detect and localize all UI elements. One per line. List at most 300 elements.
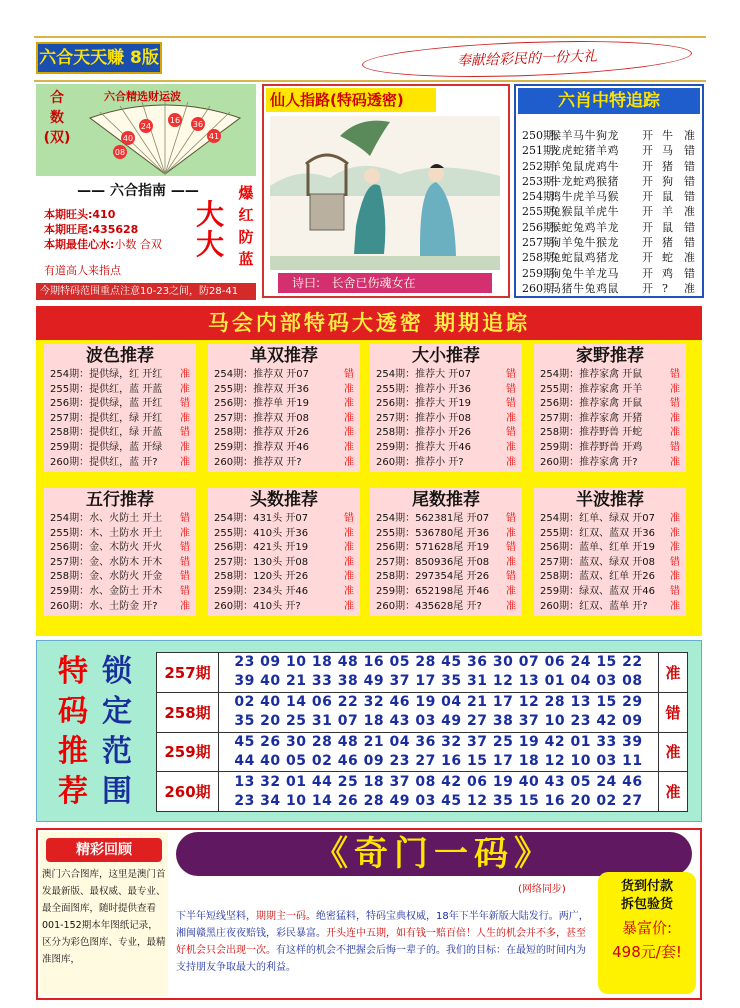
card-row-status: 错: [670, 398, 680, 410]
header-slogan: 奉献给彩民的一份大礼: [362, 36, 693, 81]
poem-label: 诗曰:: [292, 276, 321, 290]
zodiac-judge: 错: [684, 190, 695, 204]
card-row: [540, 600, 686, 615]
card-row-text: 254期：水、火防土 开土: [50, 513, 163, 524]
card-row-text: 258期：120头 开26: [214, 571, 309, 583]
zodiac-judge: 错: [684, 266, 695, 280]
zodiac-zodiac: 鸡牛虎羊马猴: [550, 190, 619, 204]
card-row-status: 准: [344, 441, 354, 453]
card-row: [50, 527, 196, 542]
card-row-text: 256期：推荐家禽 开鼠: [540, 398, 643, 410]
card-row-status: 错: [180, 542, 190, 554]
card-row-status: 错: [506, 369, 516, 380]
zodiac-row: [522, 250, 702, 265]
guide-line: 本期旺头:410: [44, 208, 116, 221]
card-row-status: 准: [506, 527, 516, 539]
card-row-status: 准: [180, 527, 190, 539]
poem-bar: [278, 273, 492, 293]
section-banner: 马会内部特码大透密 期期追踪: [36, 306, 702, 340]
card-row-text: 257期：推荐双 开08: [214, 412, 309, 424]
card-row-status: 错: [670, 369, 680, 380]
card-row-text: 260期：推荐双 开?: [214, 456, 302, 468]
card-row-status: 错: [180, 513, 190, 524]
card-row-text: 258期：推荐野兽 开蛇: [540, 427, 643, 439]
card-row-text: 258期：蓝双、红单 开26: [540, 571, 655, 583]
card-row-status: 错: [670, 585, 680, 597]
card-row-status: 错: [344, 369, 354, 380]
card-row-text: 254期：431头 开07: [214, 513, 309, 524]
card-row-text: 256期：蓝单、红单 开19: [540, 542, 655, 554]
card-row-text: 256期：提供绿，蓝 开红: [50, 398, 163, 410]
zodiac-period: 258期:: [522, 251, 558, 265]
card-row: [376, 426, 522, 441]
card-row-status: 准: [670, 383, 680, 395]
card-row-status: 错: [670, 556, 680, 568]
card-row-status: 错: [506, 383, 516, 395]
card-row-status: 准: [506, 585, 516, 597]
card-row-status: 准: [180, 456, 190, 468]
zodiac-kai: 开: [642, 205, 653, 219]
zodiac-period: 260期:: [522, 281, 558, 295]
card-row-status: 准: [344, 456, 354, 468]
card-row-text: 257期：推荐小 开08: [376, 412, 471, 424]
card-row: [50, 600, 196, 615]
zodiac-zodiac: 狗兔牛羊龙马: [550, 266, 619, 280]
six-zodiac-list: [522, 128, 702, 296]
card-row: [376, 600, 522, 615]
zodiac-result: ?: [662, 281, 668, 295]
card-row-text: 255期：推荐双 开36: [214, 383, 309, 395]
card-row-text: 255期：红双、蓝双 开36: [540, 527, 655, 539]
zodiac-period: 254期:: [522, 190, 558, 204]
zodiac-kai: 开: [642, 144, 653, 158]
card-row-status: 准: [344, 412, 354, 424]
review-title: 精彩回顾: [46, 838, 162, 862]
lock-numbers: [219, 653, 659, 693]
side-char: 数: [50, 110, 64, 126]
card-row-text: 259期：推荐大 开46: [376, 441, 471, 453]
card-row: [376, 397, 522, 412]
card-row-text: 258期：提供红，绿 开蓝: [50, 427, 163, 439]
card-row-text: 254期：推荐大 开07: [376, 369, 471, 380]
zodiac-period: 256期:: [522, 220, 558, 234]
card-row-text: 259期：推荐野兽 开鸡: [540, 441, 643, 453]
lock-numbers: [219, 772, 659, 812]
card-row-status: 准: [344, 527, 354, 539]
zodiac-result: 猪: [662, 236, 673, 250]
zodiac-row: [522, 128, 702, 143]
card-row: [214, 556, 360, 571]
card-row-status: 准: [670, 456, 680, 468]
zodiac-kai: 开: [642, 190, 653, 204]
fan-number: 16: [169, 116, 181, 125]
zodiac-kai: 开: [642, 129, 653, 142]
card-row-text: 255期：木、土防水 开土: [50, 527, 163, 539]
card-row: [50, 512, 196, 527]
card-row: [50, 368, 196, 383]
card-row: [540, 441, 686, 456]
card-row-text: 258期：推荐双 开26: [214, 427, 309, 439]
range-tip: 今期特码范围重点注意10-23之间，防28-41: [36, 283, 256, 300]
fan-number: 08: [114, 148, 126, 157]
lock-title-col1: 特 码 推 荐: [58, 654, 88, 809]
card-row: [214, 368, 360, 383]
lock-period: 257期: [157, 653, 219, 693]
big-chars: [190, 200, 230, 260]
guide-line: 本期旺尾:435628: [44, 223, 139, 236]
card-row-text: 254期：推荐家禽 开鼠: [540, 369, 643, 380]
zodiac-judge: 错: [684, 236, 695, 250]
zodiac-row: [522, 204, 702, 219]
lock-row: [157, 653, 688, 693]
zodiac-result: 鸡: [662, 266, 673, 280]
card-row: [214, 412, 360, 427]
zodiac-kai: 开: [642, 236, 653, 250]
card-title: 单双推荐: [250, 346, 318, 366]
card-row-status: 准: [344, 585, 354, 597]
zodiac-zodiac: 羊兔鼠虎鸡牛: [550, 159, 619, 173]
zodiac-kai: 开: [642, 220, 653, 234]
card-row-text: 257期：蓝双、绿双 开08: [540, 556, 655, 568]
lock-period: 260期: [157, 772, 219, 812]
card-row-status: 错: [344, 513, 354, 524]
card-row-status: 错: [180, 427, 190, 439]
card-row: [214, 512, 360, 527]
card-row: [214, 426, 360, 441]
card-row-text: 259期：234头 开46: [214, 585, 309, 597]
card-row-text: 258期：推荐小 开26: [376, 427, 471, 439]
lock-numbers-line: 23 09 10 18 48 16 05 28 45 36 30 07 06 24 15 22: [234, 654, 643, 671]
card-row-status: 准: [506, 600, 516, 612]
zodiac-zodiac: 牛龙蛇鸡猴猪: [550, 174, 619, 188]
card-row-text: 260期：水、土防金 开?: [50, 600, 158, 612]
zodiac-zodiac: 兔蛇鼠鸡猪龙: [550, 251, 619, 265]
big-char: 大: [195, 228, 224, 261]
card-row-status: 错: [180, 398, 190, 410]
fan-illustration: [80, 98, 250, 176]
card-row-status: 错: [506, 513, 516, 524]
fan-number: 36: [192, 120, 204, 129]
lock-numbers-line: 23 34 10 14 26 28 49 03 45 12 35 15 16 20 02 27: [234, 792, 643, 809]
zodiac-judge: 错: [684, 174, 695, 188]
fan-title: 六合精选财运波: [104, 90, 181, 103]
card-row: [50, 412, 196, 427]
card-row-text: 256期：金、木防火 开火: [50, 542, 163, 554]
card-row-status: 准: [670, 600, 680, 612]
zodiac-zodiac: 猴蛇兔鸡羊龙: [550, 220, 619, 234]
card-row: [50, 570, 196, 585]
card-row-status: 错: [670, 441, 680, 453]
zodiac-judge: 准: [684, 205, 695, 219]
zodiac-result: 马: [662, 144, 673, 158]
card-row-status: 准: [344, 398, 354, 410]
card-row: [50, 441, 196, 456]
card-row-text: 258期：金、水防火 开金: [50, 571, 163, 583]
card-row-status: 错: [506, 398, 516, 410]
card-row-status: 准: [180, 383, 190, 395]
card-row-text: 259期：推荐双 开46: [214, 441, 309, 453]
zodiac-zodiac: 猴羊马牛狗龙: [550, 129, 619, 142]
card-row-status: 准: [506, 456, 516, 468]
zodiac-result: 羊: [662, 205, 673, 219]
zodiac-row: [522, 143, 702, 158]
card-row: [50, 556, 196, 571]
zodiac-kai: 开: [642, 174, 653, 188]
card-row-status: 准: [506, 556, 516, 568]
card-title: 大小推荐: [412, 346, 480, 366]
vertical-tip: 爆 红 防 蓝: [238, 184, 254, 268]
card-row-text: 259期：绿双、蓝双 开46: [540, 585, 655, 597]
card-row-text: 256期：推荐单 开19: [214, 398, 309, 410]
zodiac-kai: 开: [642, 281, 653, 295]
card-row: [540, 397, 686, 412]
card-row-status: 准: [344, 427, 354, 439]
zodiac-result: 鼠: [662, 220, 673, 234]
card-row-text: 254期：562381尾 开07: [376, 513, 490, 524]
card-row-text: 259期：提供绿，蓝 开绿: [50, 441, 163, 453]
card-row: [214, 456, 360, 471]
recommend-card: [44, 344, 196, 472]
card-row-text: 255期：推荐小 开36: [376, 383, 471, 395]
page-title: 六合天天赚 8版: [36, 42, 162, 74]
card-row-text: 255期：410头 开36: [214, 527, 309, 539]
card-row-status: 准: [344, 600, 354, 612]
card-row: [376, 541, 522, 556]
review-text: 澳门六合图库，这里是澳门首发最新版、最权威、最专业、最全面图库，随时提供查看001-152期本年图纸记录，区分为彩色图库、专业，最精准图库，: [42, 869, 166, 965]
zodiac-row: [522, 189, 702, 204]
guide-line: 本期最佳心水:小数 合双: [44, 238, 162, 251]
card-title: 波色推荐: [86, 346, 154, 366]
recommend-card: [534, 488, 686, 616]
lock-title-col2: 锁 定 范 围: [102, 654, 132, 809]
zodiac-kai: 开: [642, 266, 653, 280]
fan-number: 40: [122, 134, 134, 143]
lock-row: [157, 732, 688, 772]
fan-number: 41: [208, 132, 220, 141]
header-rule: [34, 36, 706, 38]
card-row-status: 准: [180, 369, 190, 380]
lock-period: 258期: [157, 692, 219, 732]
card-row: [214, 541, 360, 556]
ad-sync-note: (网络同步): [518, 884, 566, 895]
six-zodiac-title: 六肖中特追踪: [518, 88, 700, 114]
card-row-status: 错: [506, 427, 516, 439]
lock-numbers-line: 35 20 25 31 07 18 43 03 49 27 38 37 10 23 42 09: [234, 713, 643, 730]
lock-numbers-line: 02 40 14 06 22 32 46 19 04 21 17 12 28 13 15 29: [234, 694, 643, 711]
ad-banner: 《奇门一码》: [176, 832, 692, 876]
card-title: 尾数推荐: [412, 490, 480, 510]
card-row-text: 260期：推荐小 开?: [376, 456, 464, 468]
card-row-text: 254期：红单、绿双 开07: [540, 513, 655, 524]
recommend-card: [44, 488, 196, 616]
zodiac-judge: 错: [684, 144, 695, 158]
card-row-status: 准: [670, 527, 680, 539]
card-row-status: 准: [180, 600, 190, 612]
card-row: [214, 585, 360, 600]
zodiac-row: [522, 159, 702, 174]
card-row-text: 260期：红双、蓝单 开?: [540, 600, 648, 612]
price-terms: 货到付款 拆包验货: [620, 879, 673, 912]
lock-result: 准: [659, 772, 688, 812]
lock-period: 259期: [157, 732, 219, 772]
lock-result: 准: [659, 732, 688, 772]
card-row: [214, 441, 360, 456]
card-row-status: 准: [344, 556, 354, 568]
card-row: [540, 570, 686, 585]
card-row-text: 255期：536780尾 开36: [376, 527, 490, 539]
card-row: [540, 527, 686, 542]
zodiac-row: [522, 220, 702, 235]
card-row-status: 准: [344, 542, 354, 554]
guide-note: 有道高人来指点: [44, 264, 121, 277]
card-row: [50, 397, 196, 412]
card-row-text: 259期：水、金防土 开木: [50, 585, 163, 597]
card-row: [540, 556, 686, 571]
lock-row: [157, 772, 688, 812]
card-row-status: 准: [180, 412, 190, 424]
immortal-title: 仙人指路(特码透密): [266, 88, 436, 112]
zodiac-zodiac: 狗羊兔牛猴龙: [550, 236, 619, 250]
big-char: 大: [195, 198, 224, 231]
card-row-text: 260期：435628尾 开?: [376, 600, 482, 612]
card-row-status: 准: [670, 427, 680, 439]
card-row: [376, 456, 522, 471]
card-row: [376, 512, 522, 527]
card-row-status: 错: [180, 571, 190, 583]
recommend-card: [208, 344, 360, 472]
card-row-status: 错: [506, 542, 516, 554]
zodiac-kai: 开: [642, 159, 653, 173]
card-row-text: 255期：推荐家禽 开羊: [540, 383, 643, 395]
card-row-text: 260期：推荐家禽 开?: [540, 456, 638, 468]
card-row-status: 准: [344, 383, 354, 395]
card-row-text: 260期：提供红，蓝 开?: [50, 456, 158, 468]
card-row-text: 254期：推荐双 开07: [214, 369, 309, 380]
lock-numbers-line: 44 40 05 02 46 09 23 27 16 15 17 18 12 10 03 11: [234, 752, 643, 769]
ad-text: 下半年短线坚料，期期主一码。绝密猛料，特码宝典权威，18年下半年新版大陆发行。两广，湘闽赣黑庄夜夜赔钱，彩民暴富。开头连中五期，如有钱一赔百倍！人生的机会并不多，甚至好机会只会出现一次。有这样的机会不把握会后悔一辈子的。我们的目标：在最短的时间内为支持朋友争取最大的利益。: [176, 911, 589, 973]
card-row: [540, 426, 686, 441]
lock-range-table: [156, 652, 688, 812]
painting-illustration: [270, 116, 500, 270]
card-row: [376, 570, 522, 585]
card-row: [540, 456, 686, 471]
card-title: 五行推荐: [86, 490, 154, 510]
card-row-status: 准: [506, 412, 516, 424]
card-row-text: 258期：297354尾 开26: [376, 571, 490, 583]
recommend-card: [370, 344, 522, 472]
card-row: [376, 585, 522, 600]
lock-numbers-line: 13 32 01 44 25 18 37 08 42 06 19 40 43 05 24 46: [234, 773, 643, 790]
lock-numbers: [219, 692, 659, 732]
card-row-text: 256期：571628尾 开19: [376, 542, 490, 554]
card-row: [540, 383, 686, 398]
zodiac-row: [522, 174, 702, 189]
card-row-status: 错: [180, 556, 190, 568]
card-row: [214, 383, 360, 398]
card-title: 头数推荐: [250, 490, 318, 510]
zodiac-judge: 准: [684, 129, 695, 142]
card-row-text: 256期：421头 开19: [214, 542, 309, 554]
zodiac-period: 251期:: [522, 144, 558, 158]
zodiac-result: 蛇: [662, 251, 673, 265]
zodiac-period: 259期:: [522, 266, 558, 280]
card-row: [540, 585, 686, 600]
card-row: [50, 383, 196, 398]
zodiac-result: 牛: [662, 129, 673, 142]
zodiac-result: 猪: [662, 159, 673, 173]
zodiac-kai: 开: [642, 251, 653, 265]
lock-row: [157, 692, 688, 732]
lock-result: 准: [659, 653, 688, 693]
card-row-status: 准: [670, 571, 680, 583]
zodiac-period: 253期:: [522, 174, 558, 188]
card-row-text: 257期：850936尾 开08: [376, 556, 490, 568]
lock-numbers-line: 45 26 30 28 48 21 04 36 32 37 25 19 42 01 33 39: [234, 733, 643, 750]
card-row: [540, 368, 686, 383]
card-row: [540, 412, 686, 427]
zodiac-period: 250期:: [522, 129, 558, 142]
card-row: [376, 368, 522, 383]
card-row: [214, 397, 360, 412]
zodiac-row: [522, 235, 702, 250]
zodiac-row: [522, 281, 702, 296]
zodiac-result: 鼠: [662, 190, 673, 204]
card-row-text: 260期：410头 开?: [214, 600, 301, 612]
card-row: [50, 426, 196, 441]
price-value: 暴富价: 498元/套!: [612, 919, 682, 961]
card-row-text: 254期：提供绿，红 开红: [50, 369, 163, 380]
card-row-text: 257期：金、水防木 开木: [50, 556, 163, 568]
well-icon: [310, 194, 344, 230]
lock-result: 错: [659, 692, 688, 732]
card-row: [50, 585, 196, 600]
card-row: [214, 570, 360, 585]
card-row-status: 准: [670, 513, 680, 524]
card-row: [214, 600, 360, 615]
card-row-status: 准: [506, 441, 516, 453]
card-row: [50, 456, 196, 471]
card-row-text: 257期：提供红，绿 开红: [50, 412, 163, 424]
zodiac-result: 狗: [662, 174, 673, 188]
card-row-text: 259期：652198尾 开46: [376, 585, 490, 597]
card-title: 半波推荐: [576, 490, 644, 510]
card-row: [50, 541, 196, 556]
recommend-card: [534, 344, 686, 472]
zodiac-period: 257期:: [522, 236, 558, 250]
card-row-text: 256期：推荐大 开19: [376, 398, 471, 410]
guide-title: —— 六合指南 ——: [77, 183, 199, 199]
card-title: 家野推荐: [576, 346, 644, 366]
card-row: [540, 512, 686, 527]
card-row: [376, 383, 522, 398]
lock-numbers-line: 39 40 21 33 38 49 37 17 35 31 12 13 01 04 03 08: [234, 673, 643, 690]
card-row: [376, 412, 522, 427]
zodiac-judge: 错: [684, 159, 695, 173]
card-row: [540, 541, 686, 556]
card-row-status: 错: [180, 585, 190, 597]
recommend-card: [208, 488, 360, 616]
zodiac-zodiac: 兔猴鼠羊虎牛: [550, 205, 619, 219]
card-row: [376, 527, 522, 542]
zodiac-row: [522, 266, 702, 281]
card-row-text: 257期：推荐家禽 开猪: [540, 412, 643, 424]
zodiac-judge: 错: [684, 220, 695, 234]
recommend-card: [370, 488, 522, 616]
card-row-status: 准: [670, 412, 680, 424]
card-row-status: 准: [344, 571, 354, 583]
guide-title-text: 六合指南: [110, 183, 166, 199]
card-row: [376, 441, 522, 456]
